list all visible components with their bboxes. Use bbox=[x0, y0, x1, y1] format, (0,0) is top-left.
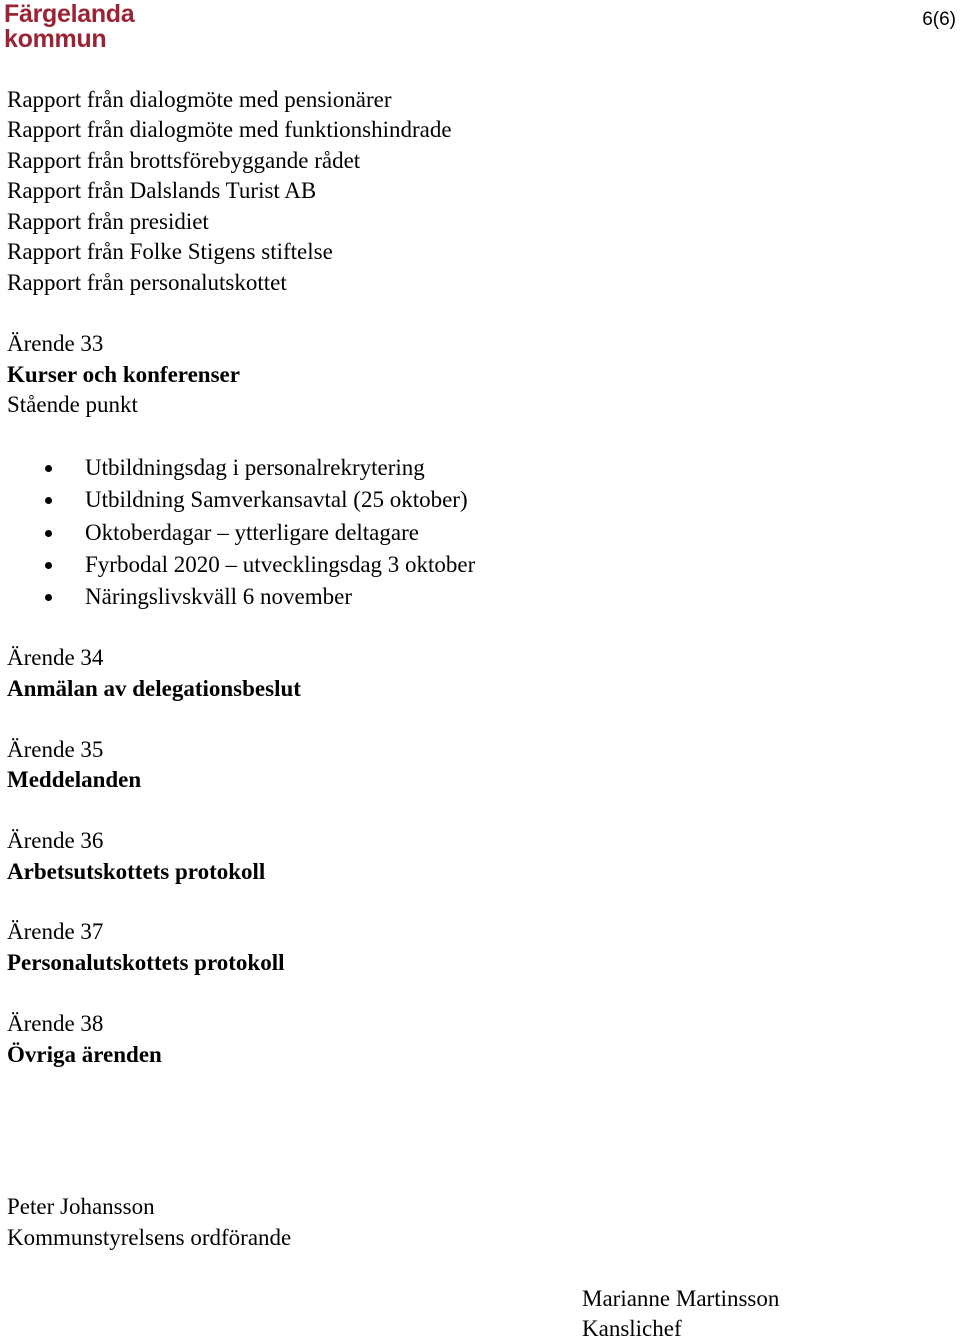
list-item-text: Näringslivskväll 6 november bbox=[85, 584, 353, 609]
bullet-icon bbox=[45, 465, 52, 472]
list-item-text: Fyrbodal 2020 – utvecklingsdag 3 oktober bbox=[85, 552, 476, 577]
bullet-icon bbox=[45, 497, 52, 504]
report-line: Rapport från dialogmöte med pensionärer bbox=[7, 87, 392, 112]
report-line: Rapport från personalutskottet bbox=[7, 270, 287, 295]
item-38-number: Ärende 38 bbox=[7, 1011, 104, 1036]
page-number: 6(6) bbox=[922, 9, 956, 30]
item-35-title: Meddelanden bbox=[7, 767, 142, 792]
bullet-icon bbox=[45, 562, 52, 569]
item-33-subtitle: Stående punkt bbox=[7, 392, 138, 417]
item-38-title: Övriga ärenden bbox=[7, 1042, 162, 1067]
logo-line-1: Färgelanda bbox=[4, 0, 135, 28]
list-item-text: Utbildningsdag i personalrekrytering bbox=[85, 455, 425, 480]
signature-role: Kanslichef bbox=[582, 1316, 682, 1341]
bullet-icon bbox=[45, 594, 52, 601]
item-37-number: Ärende 37 bbox=[7, 919, 104, 944]
report-line: Rapport från presidiet bbox=[7, 209, 209, 234]
item-34-number: Ärende 34 bbox=[7, 645, 104, 670]
item-37-title: Personalutskottets protokoll bbox=[7, 950, 285, 975]
item-33-title: Kurser och konferenser bbox=[7, 362, 240, 387]
item-35-number: Ärende 35 bbox=[7, 737, 104, 762]
signature-role: Kommunstyrelsens ordförande bbox=[7, 1225, 292, 1250]
item-36-number: Ärende 36 bbox=[7, 828, 104, 853]
logo-line-2: kommun bbox=[4, 25, 107, 53]
signature-name: Marianne Martinsson bbox=[582, 1286, 780, 1311]
report-line: Rapport från Folke Stigens stiftelse bbox=[7, 239, 333, 264]
municipality-logo bbox=[4, 2, 134, 52]
list-item-text: Utbildning Samverkansavtal (25 oktober) bbox=[85, 487, 468, 512]
report-line: Rapport från dialogmöte med funktionshindrade bbox=[7, 117, 452, 142]
item-36-title: Arbetsutskottets protokoll bbox=[7, 859, 266, 884]
signature-name: Peter Johansson bbox=[7, 1194, 155, 1219]
item-33-number: Ärende 33 bbox=[7, 331, 104, 356]
list-item-text: Oktoberdagar – ytterligare deltagare bbox=[85, 520, 419, 545]
report-line: Rapport från brottsförebyggande rådet bbox=[7, 148, 361, 173]
report-line: Rapport från Dalslands Turist AB bbox=[7, 178, 317, 203]
item-34-title: Anmälan av delegationsbeslut bbox=[7, 676, 301, 701]
bullet-icon bbox=[45, 530, 52, 537]
